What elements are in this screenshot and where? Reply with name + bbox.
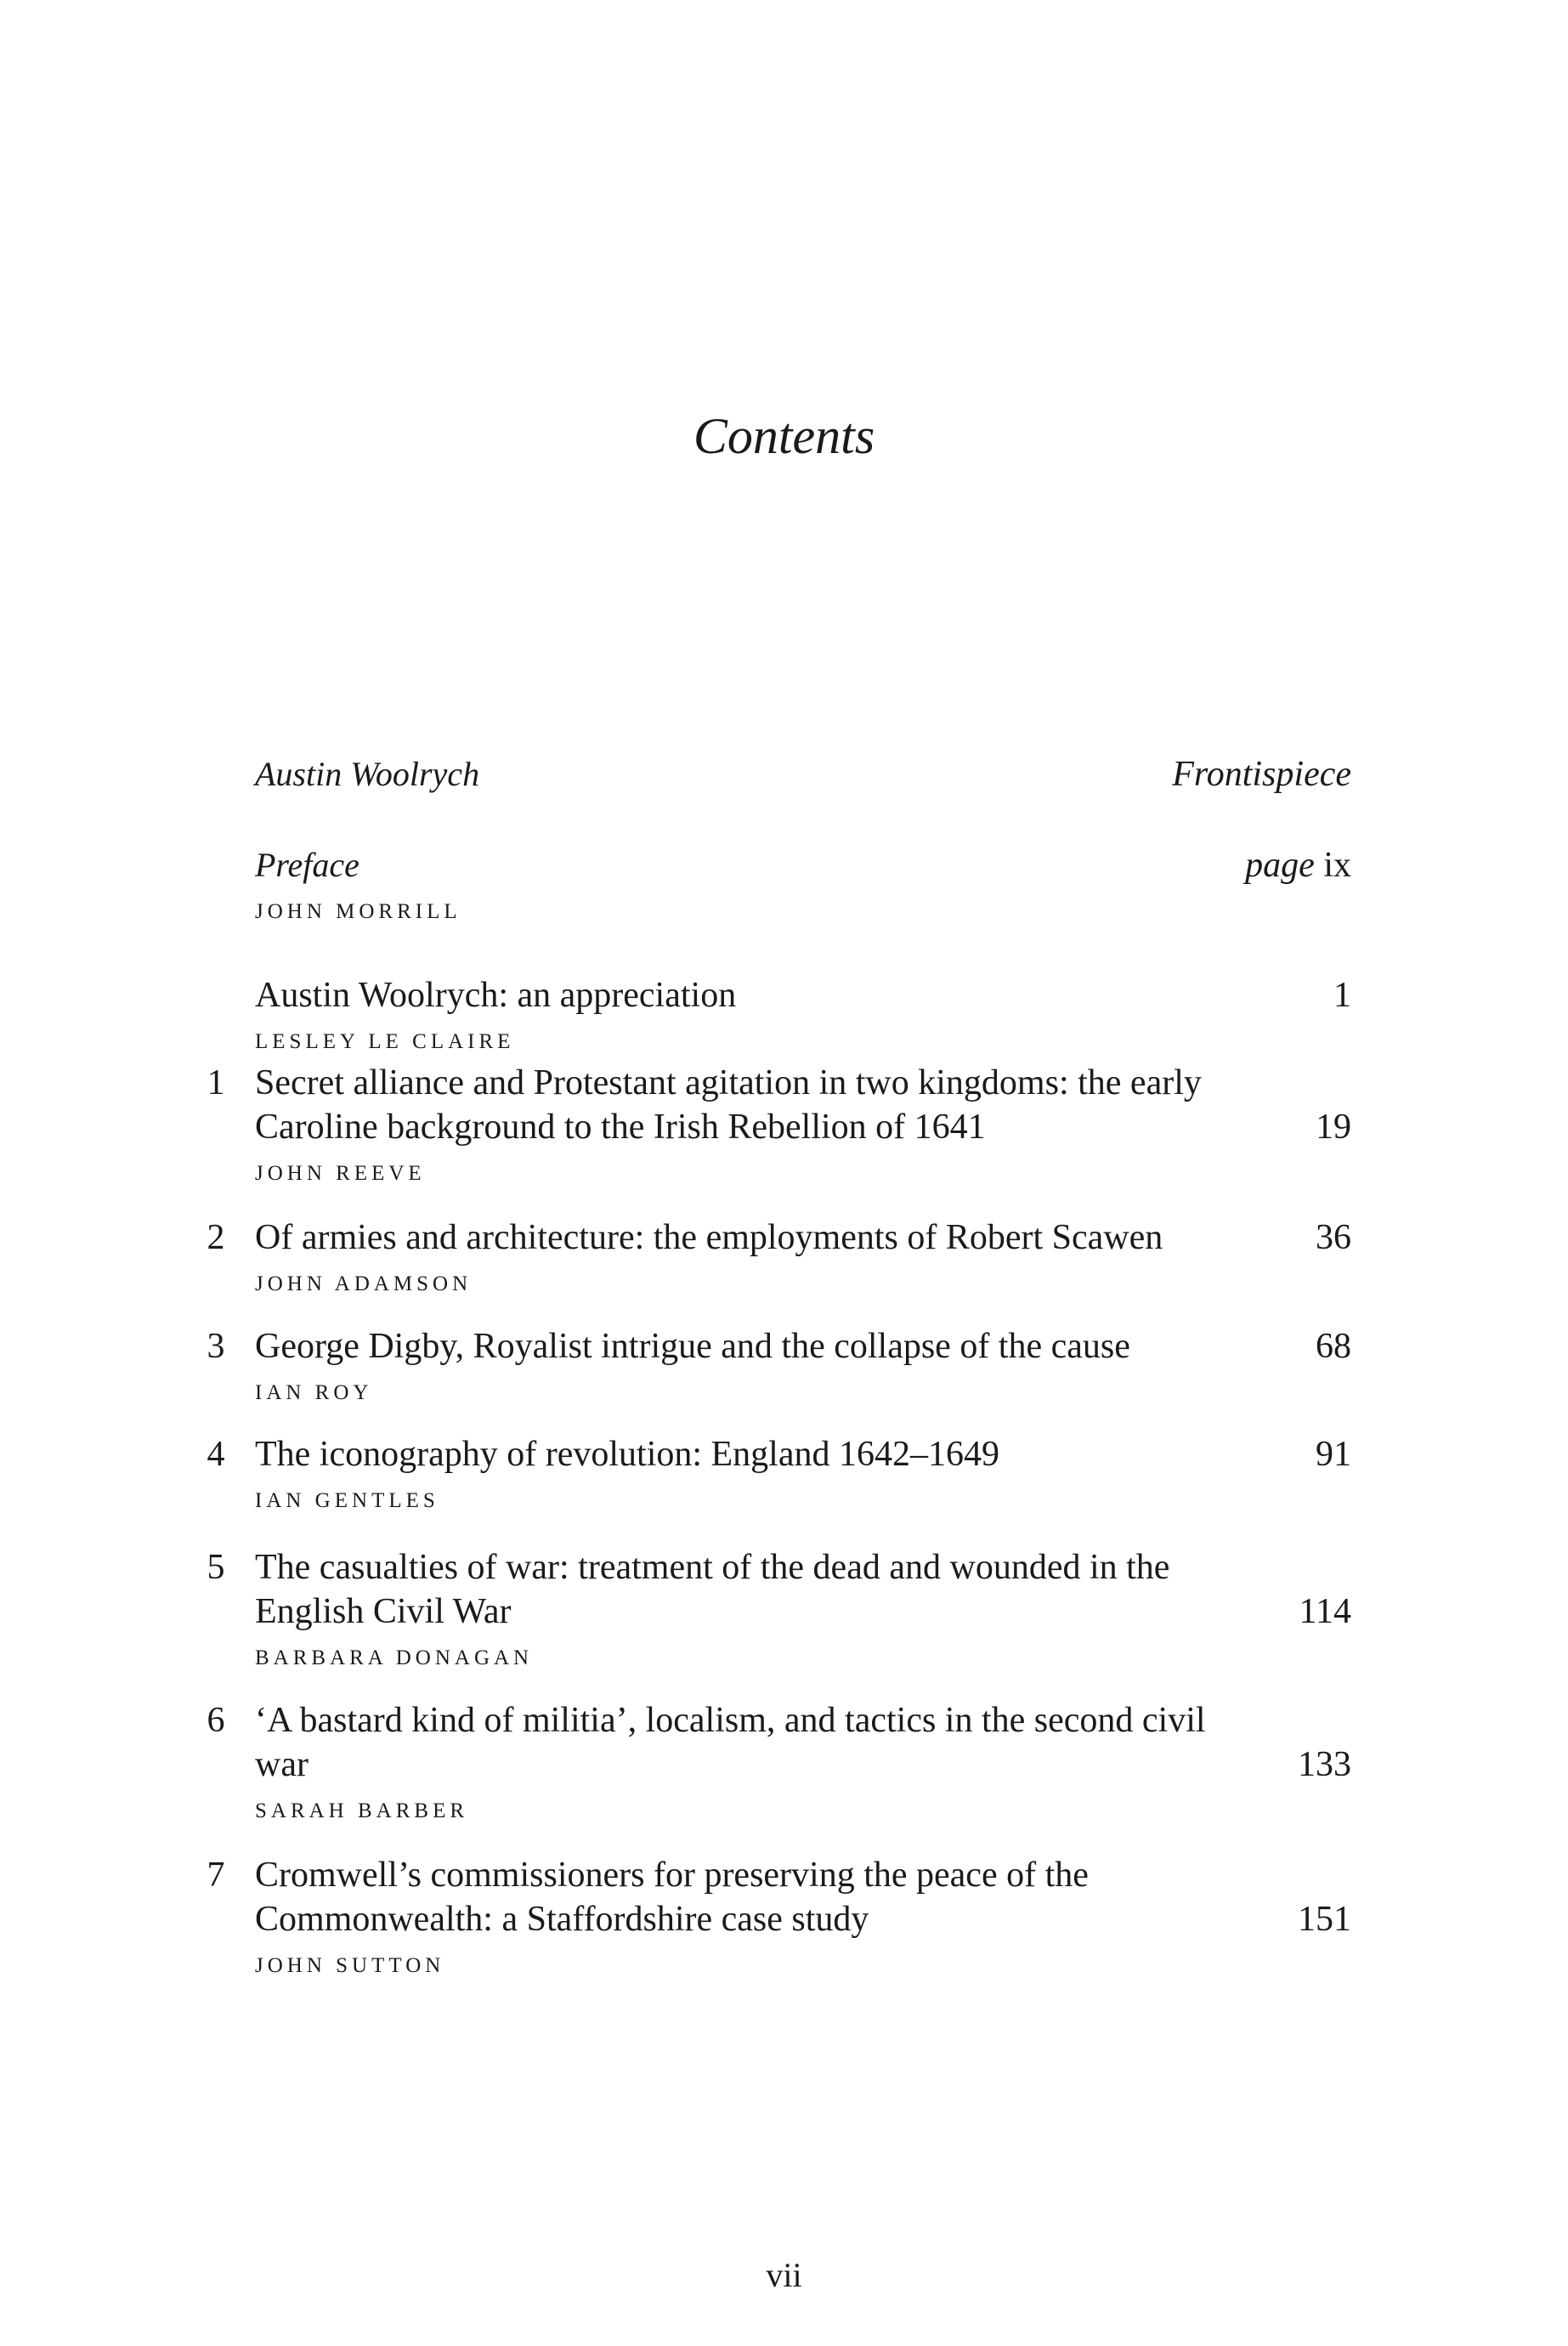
- entry-page: 36: [1316, 1218, 1351, 1257]
- page-label: page: [1245, 846, 1315, 885]
- entry-author: LESLEY LE CLAIRE: [255, 1030, 515, 1053]
- entry-author: IAN ROY: [255, 1381, 373, 1404]
- page-number: ix: [1323, 846, 1351, 885]
- toc-entry-chapter-2[interactable]: [207, 1216, 1351, 1297]
- entry-page: 91: [1316, 1435, 1351, 1474]
- entry-title: ‘A bastard kind of militia’, localism, and tactics in the second civil war: [255, 1701, 1206, 1784]
- chapter-number: 6: [207, 1701, 225, 1740]
- entry-title: Secret alliance and Protestant agitation in two kingdoms: the early Caroline background to the Irish Rebellion of 1641: [255, 1063, 1202, 1147]
- chapter-number: 1: [207, 1063, 225, 1102]
- chapter-number: 4: [207, 1435, 225, 1474]
- page-number-footer: vii: [766, 2256, 802, 2294]
- entry-title: The iconography of revolution: England 1642–1649: [255, 1435, 999, 1474]
- entry-title: The casualties of war: treatment of the dead and wounded in the English Civil War: [255, 1548, 1170, 1631]
- entry-title: Cromwell’s commissioners for preserving the peace of the Commonwealth: a Staffordshire case study: [255, 1856, 1089, 1939]
- toc-entry-chapter-5[interactable]: [207, 1545, 1351, 1671]
- entry-page: 151: [1298, 1900, 1351, 1939]
- toc-entry-chapter-3[interactable]: [207, 1324, 1351, 1406]
- entry-author: JOHN MORRILL: [255, 900, 461, 923]
- entry-title: Of armies and architecture: the employments of Robert Scawen: [255, 1218, 1163, 1257]
- entry-title: George Digby, Royalist intrigue and the collapse of the cause: [255, 1327, 1130, 1366]
- chapter-number: 5: [207, 1548, 225, 1587]
- entry-page: Frontispiece: [1172, 755, 1351, 794]
- entry-author: JOHN SUTTON: [255, 1954, 445, 1977]
- toc-entry-chapter-6[interactable]: [207, 1698, 1351, 1824]
- chapter-number: 2: [207, 1218, 225, 1257]
- entry-title: Austin Woolrych: [255, 755, 480, 793]
- entry-author: IAN GENTLES: [255, 1489, 439, 1512]
- toc-entry-appreciation[interactable]: [255, 973, 1351, 1055]
- entry-page: 114: [1299, 1592, 1351, 1631]
- toc-entry-chapter-4[interactable]: [207, 1432, 1351, 1514]
- entry-page: [1245, 843, 1351, 887]
- entry-title: Preface: [255, 846, 359, 884]
- entry-page: 19: [1316, 1108, 1351, 1147]
- page-title: Contents: [693, 408, 875, 464]
- toc-entry-chapter-1[interactable]: [207, 1061, 1351, 1187]
- entry-page: 133: [1298, 1745, 1351, 1784]
- entry-author: JOHN ADAMSON: [255, 1272, 473, 1295]
- entry-author: BARBARA DONAGAN: [255, 1646, 534, 1669]
- toc-entry-chapter-7[interactable]: [207, 1853, 1351, 1979]
- entry-page: 1: [1333, 976, 1351, 1015]
- chapter-number: 7: [207, 1856, 225, 1895]
- entry-title: Austin Woolrych: an appreciation: [255, 976, 737, 1015]
- entry-author: JOHN REEVE: [255, 1162, 426, 1185]
- chapter-number: 3: [207, 1327, 225, 1366]
- entry-page: 68: [1316, 1327, 1351, 1366]
- entry-author: SARAH BARBER: [255, 1799, 469, 1822]
- toc-entry-preface[interactable]: [255, 843, 1351, 925]
- toc-entry-frontispiece[interactable]: [255, 752, 1351, 796]
